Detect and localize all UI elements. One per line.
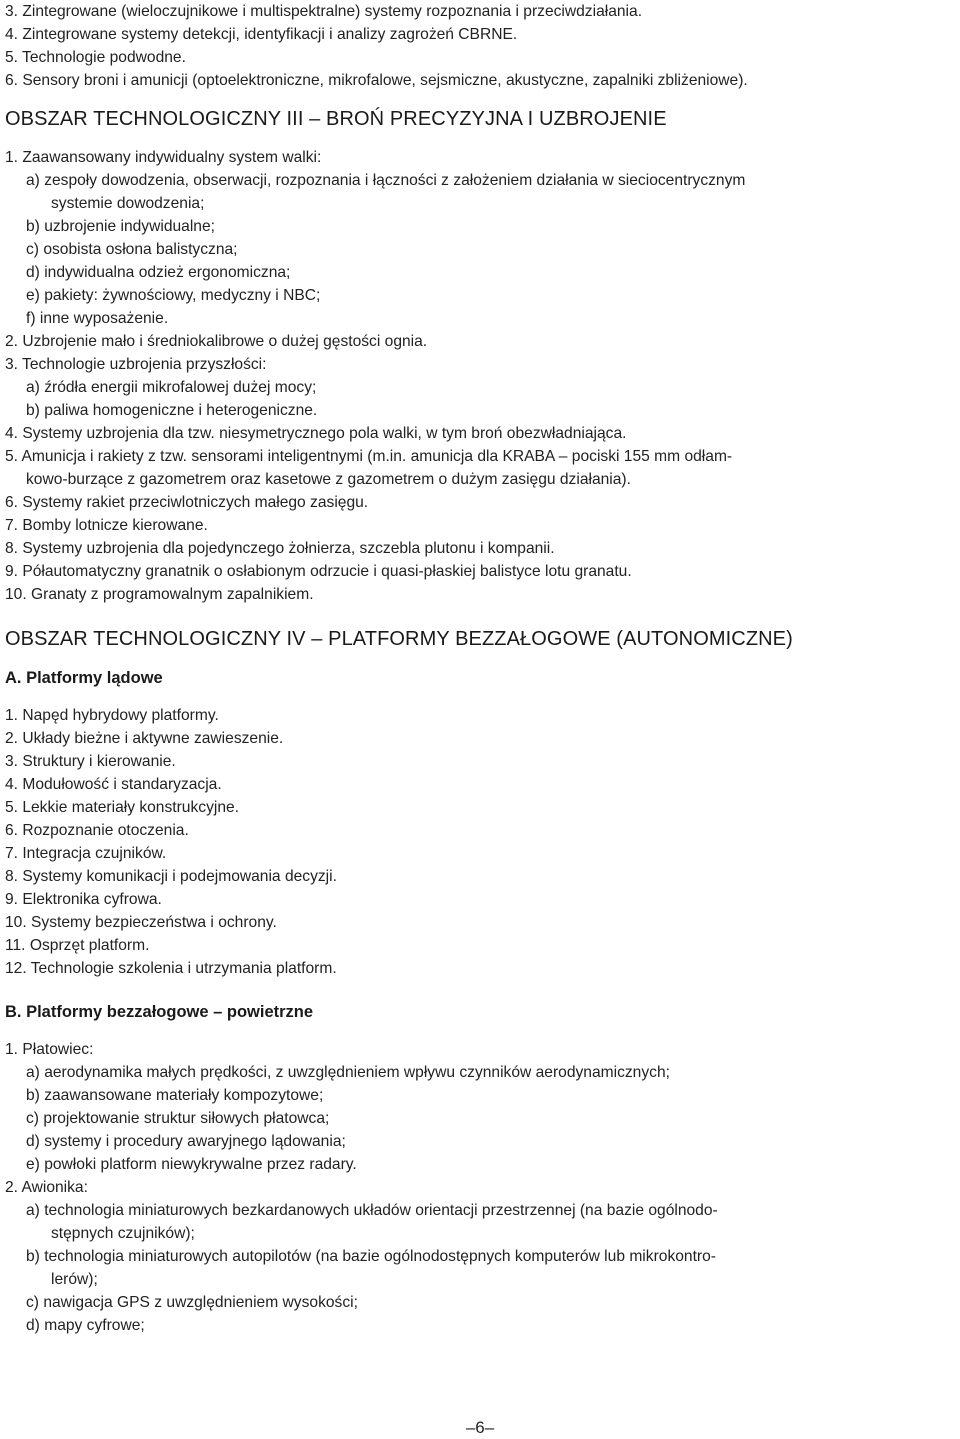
section-b-list <box>5 1038 957 1337</box>
list-item: 8. Systemy komunikacji i podejmowania decyzji. <box>5 868 337 885</box>
sub-item: c) projektowanie struktur siłowych płatowca; <box>26 1110 330 1127</box>
sub-item: a) zespoły dowodzenia, obserwacji, rozpoznania i łączności z założeniem działania w sieciocentrycznym <box>26 172 746 189</box>
list-item: 3. Struktury i kierowanie. <box>5 753 176 770</box>
list-item: 5. Technologie podwodne. <box>5 49 186 66</box>
list-item: 6. Sensory broni i amunicji (optoelektroniczne, mikrofalowe, sejsmiczne, akustyczne, zapalniki zbliżeniowe). <box>5 72 748 89</box>
sub-item: b) paliwa homogeniczne i heterogeniczne. <box>26 402 318 419</box>
list-item: 9. Półautomatyczny granatnik o osłabionym odrzucie i quasi-płaskiej balistyce lotu granatu. <box>5 563 632 580</box>
sub-item: d) indywidualna odzież ergonomiczna; <box>26 264 291 281</box>
area-3-heading: OBSZAR TECHNOLOGICZNY III – BROŃ PRECYZYJNA I UZBROJENIE <box>5 108 667 130</box>
list-item: 8. Systemy uzbrojenia dla pojedynczego żołnierza, szczebla plutonu i kompanii. <box>5 540 555 557</box>
list-item: 10. Granaty z programowalnym zapalnikiem. <box>5 586 314 603</box>
list-item: 7. Bomby lotnicze kierowane. <box>5 517 208 534</box>
section-a-heading: A. Platformy lądowe <box>5 669 163 687</box>
list-item: 2. Awionika: <box>5 1179 88 1196</box>
sub-item: b) zaawansowane materiały kompozytowe; <box>26 1087 324 1104</box>
list-item: 3. Technologie uzbrojenia przyszłości: <box>5 356 267 373</box>
sub-item: b) uzbrojenie indywidualne; <box>26 218 215 235</box>
list-item: 1. Zaawansowany indywidualny system walki: <box>5 149 322 166</box>
sub-item: e) pakiety: żywnościowy, medyczny i NBC; <box>26 287 321 304</box>
list-item: 7. Integracja czujników. <box>5 845 167 862</box>
section-b-heading: B. Platformy bezzałogowe – powietrzne <box>5 1003 314 1021</box>
list-item: 4. Systemy uzbrojenia dla tzw. niesymetrycznego pola walki, w tym broń obezwładniająca. <box>5 425 627 442</box>
sub-item: d) systemy i procedury awaryjnego lądowania; <box>26 1133 346 1150</box>
sub-item: d) mapy cyfrowe; <box>26 1317 145 1334</box>
list-item: 12. Technologie szkolenia i utrzymania platform. <box>5 960 337 977</box>
list-item-continuation: kowo-burzące z gazometrem oraz kasetowe z gazometrem o dużym zasięgu działania). <box>26 471 631 488</box>
list-item: 11. Osprzęt platform. <box>5 937 150 954</box>
list-item: 9. Elektronika cyfrowa. <box>5 891 162 908</box>
list-item: 2. Uzbrojenie mało i średniokalibrowe o dużej gęstości ognia. <box>5 333 428 350</box>
intro-list <box>5 0 957 92</box>
sub-item: e) powłoki platform niewykrywalne przez radary. <box>26 1156 357 1173</box>
list-item: 2. Układy bieżne i aktywne zawieszenie. <box>5 730 284 747</box>
sub-item-continuation: lerów); <box>51 1271 98 1288</box>
list-item: 1. Płatowiec: <box>5 1041 94 1058</box>
sub-item: a) aerodynamika małych prędkości, z uwzględnieniem wpływu czynników aerodynamicznych; <box>26 1064 670 1081</box>
sub-item: a) technologia miniaturowych bezkardanowych układów orientacji przestrzennej (na bazie ogólnodo- <box>26 1202 718 1219</box>
sub-item: a) źródła energii mikrofalowej dużej mocy; <box>26 379 317 396</box>
document-page <box>5 0 957 1337</box>
area-3-list <box>5 146 957 606</box>
sub-item: c) nawigacja GPS z uwzględnieniem wysokości; <box>26 1294 358 1311</box>
list-item: 5. Amunicja i rakiety z tzw. sensorami inteligentnymi (m.in. amunicja dla KRABA – pociski 155 mm odłam- <box>5 448 733 465</box>
list-item: 3. Zintegrowane (wieloczujnikowe i multispektralne) systemy rozpoznania i przeciwdziałania. <box>5 3 643 20</box>
page-number: –6– <box>465 1418 495 1437</box>
section-a-list <box>5 704 957 980</box>
list-item: 4. Modułowość i standaryzacja. <box>5 776 222 793</box>
sub-item: f) inne wyposażenie. <box>26 310 169 327</box>
sub-item: c) osobista osłona balistyczna; <box>26 241 238 258</box>
sub-item: b) technologia miniaturowych autopilotów (na bazie ogólnodostępnych komputerów lub mikrokontro- <box>26 1248 716 1265</box>
list-item: 6. Systemy rakiet przeciwlotniczych małego zasięgu. <box>5 494 369 511</box>
sub-item-continuation: stępnych czujników); <box>51 1225 195 1242</box>
list-item: 10. Systemy bezpieczeństwa i ochrony. <box>5 914 277 931</box>
list-item: 5. Lekkie materiały konstrukcyjne. <box>5 799 240 816</box>
list-item: 6. Rozpoznanie otoczenia. <box>5 822 189 839</box>
sub-item-continuation: systemie dowodzenia; <box>51 195 205 212</box>
list-item: 1. Napęd hybrydowy platformy. <box>5 707 219 724</box>
list-item: 4. Zintegrowane systemy detekcji, identyfikacji i analizy zagrożeń CBRNE. <box>5 26 518 43</box>
area-4-heading: OBSZAR TECHNOLOGICZNY IV – PLATFORMY BEZZAŁOGOWE (AUTONOMICZNE) <box>5 628 793 650</box>
